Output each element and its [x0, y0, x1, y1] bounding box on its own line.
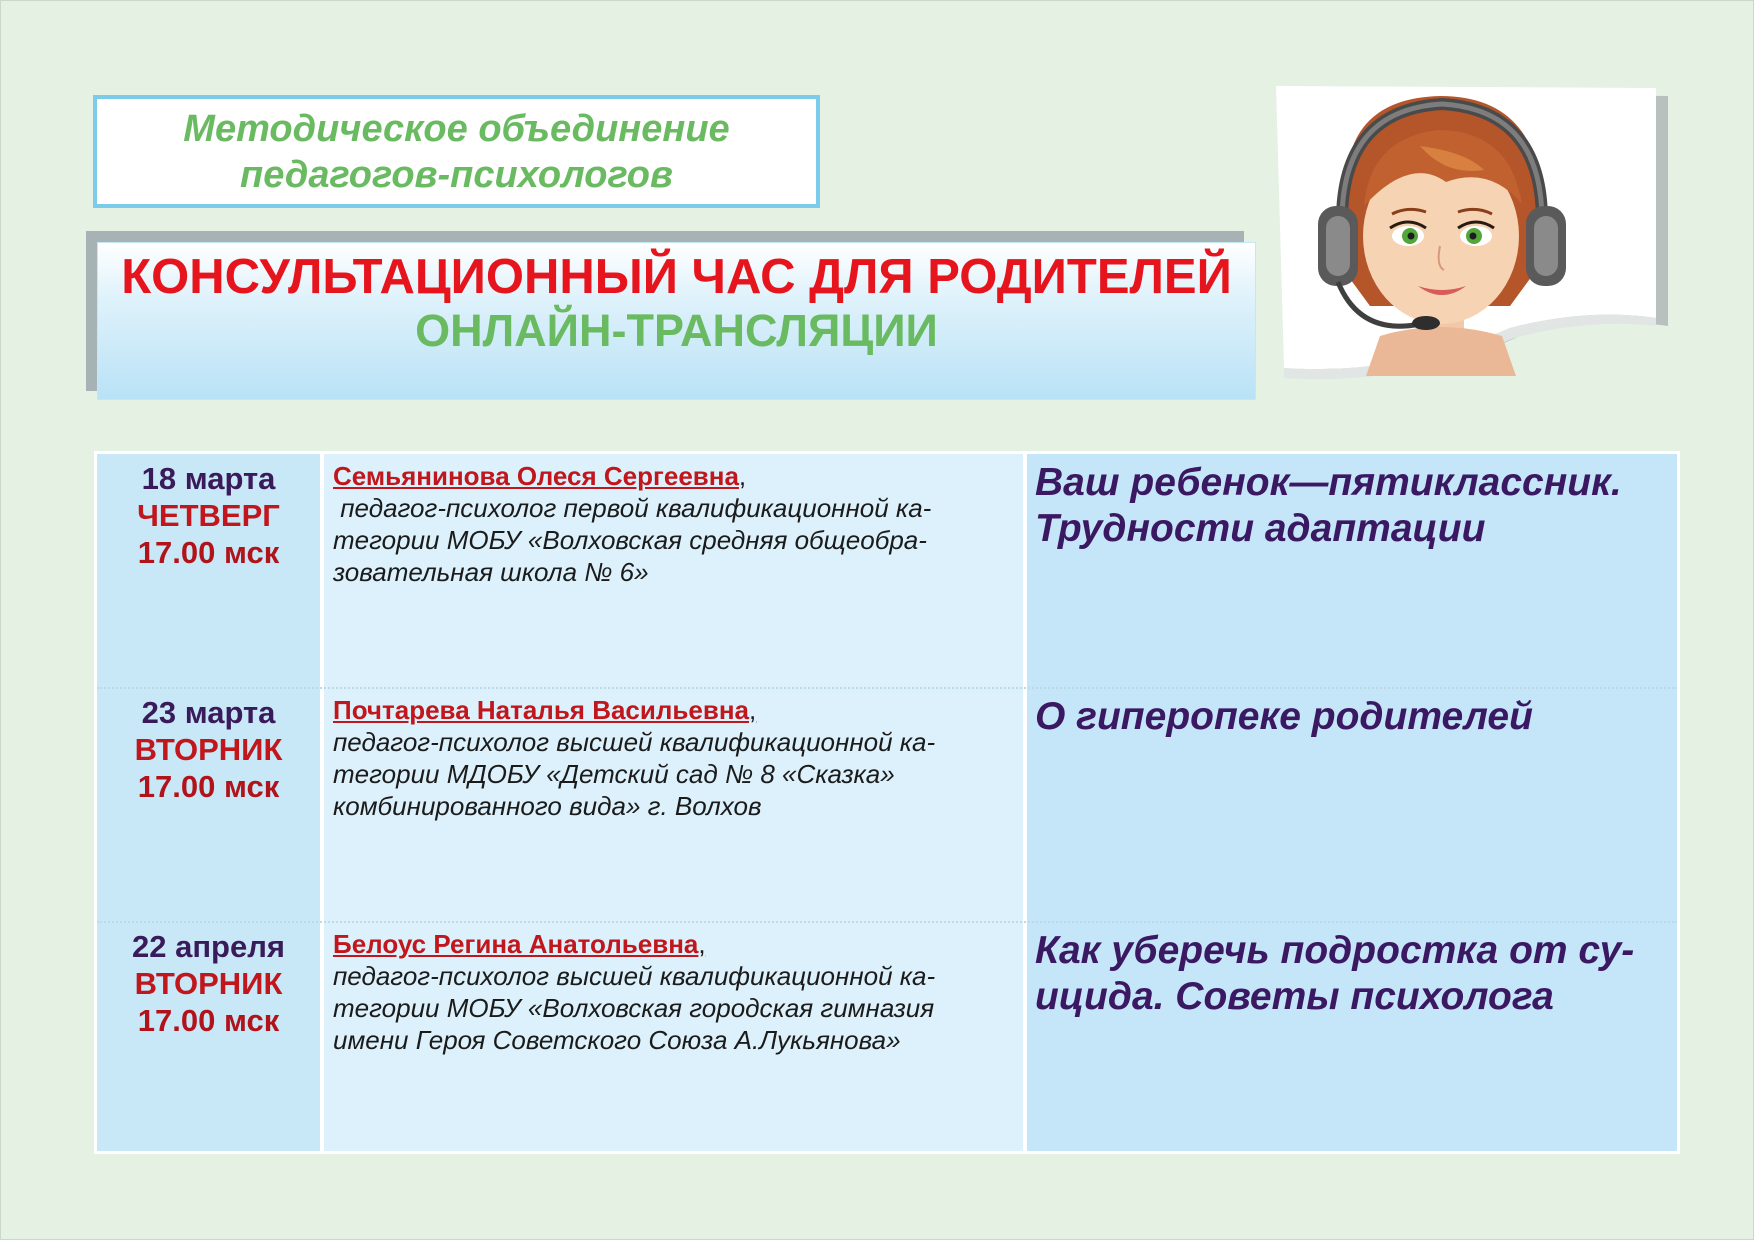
page-title: КОНСУЛЬТАЦИОННЫЙ ЧАС ДЛЯ РОДИТЕЛЕЙ — [121, 250, 1232, 304]
topic-line: Как уберечь подростка от су- — [1035, 929, 1635, 972]
table-row — [97, 922, 1677, 1156]
presenter-description-line: зовательная школа № 6» — [333, 557, 649, 587]
event-time: 17.00 мск — [137, 535, 280, 570]
presenter-cell: Семьянинова Олеся Сергеевна, педагог-психолог первой квалификационной ка- тегории МОБУ «Волховская средняя общеобра- зовательная школа № 6» — [333, 460, 1013, 588]
date-cell — [97, 460, 320, 571]
woman-with-headset-icon — [1270, 86, 1670, 416]
organization-line-2: педагогов-психологов — [240, 153, 673, 196]
presenter-description-line: тегории МДОБУ «Детский сад № 8 «Сказка» — [333, 759, 895, 789]
presenter-cell: Белоус Регина Анатольевна, педагог-психолог высшей квалификационной ка- тегории МОБУ «Волховская городская гимназия имени Героя Советского Союза А.Лукьянова» — [333, 928, 1013, 1056]
topic-line: Трудности адаптации — [1035, 507, 1486, 550]
presenter-description-line: педагог-психолог высшей квалификационной ка- — [333, 727, 936, 757]
organization-line-1: Методическое объединение — [183, 107, 730, 150]
presenter-name: Белоус Регина Анатольевна — [333, 929, 699, 959]
topic-cell — [1035, 694, 1675, 740]
event-date: 22 апреля — [131, 929, 286, 964]
topic-cell — [1035, 928, 1675, 1020]
event-weekday: ЧЕТВЕРГ — [137, 498, 280, 533]
presenter-cell: Почтарева Наталья Васильевна, педагог-психолог высшей квалификационной ка- тегории МДОБУ «Детский сад № 8 «Сказка» комбинированного вида» г. Волхов — [333, 694, 1013, 822]
topic-line: О гиперопеке родителей — [1035, 695, 1533, 738]
presenter-name: Почтарева Наталья Васильевна — [333, 695, 749, 725]
table-row — [97, 454, 1677, 688]
presenter-name: Семьянинова Олеся Сергеевна — [333, 461, 739, 491]
presenter-description-line: педагог-психолог первой квалификационной ка- — [333, 493, 932, 523]
event-date: 18 марта — [141, 461, 276, 496]
date-cell — [97, 694, 320, 805]
event-weekday: ВТОРНИК — [134, 966, 283, 1001]
table-row — [97, 688, 1677, 922]
date-cell — [97, 928, 320, 1039]
event-weekday: ВТОРНИК — [134, 732, 283, 767]
topic-line: ицида. Советы психолога — [1035, 975, 1554, 1018]
title-banner — [97, 242, 1256, 400]
event-date: 23 марта — [141, 695, 276, 730]
presenter-description-line: тегории МОБУ «Волховская средняя общеобра- — [333, 525, 927, 555]
presenter-description-line: комбинированного вида» г. Волхов — [333, 791, 762, 821]
topic-cell — [1035, 460, 1675, 552]
page-subtitle: ОНЛАЙН-ТРАНСЛЯЦИИ — [415, 305, 938, 356]
event-time: 17.00 мск — [137, 1003, 280, 1038]
schedule-table — [94, 451, 1680, 1154]
event-time: 17.00 мск — [137, 769, 280, 804]
organization-box — [93, 95, 820, 208]
presenter-description-line: педагог-психолог высшей квалификационной ка- — [333, 961, 936, 991]
presenter-description-line: имени Героя Советского Союза А.Лукьянова» — [333, 1025, 901, 1055]
presenter-description-line: тегории МОБУ «Волховская городская гимназия — [333, 993, 935, 1023]
topic-line: Ваш ребенок—пятиклассник. — [1035, 461, 1622, 504]
